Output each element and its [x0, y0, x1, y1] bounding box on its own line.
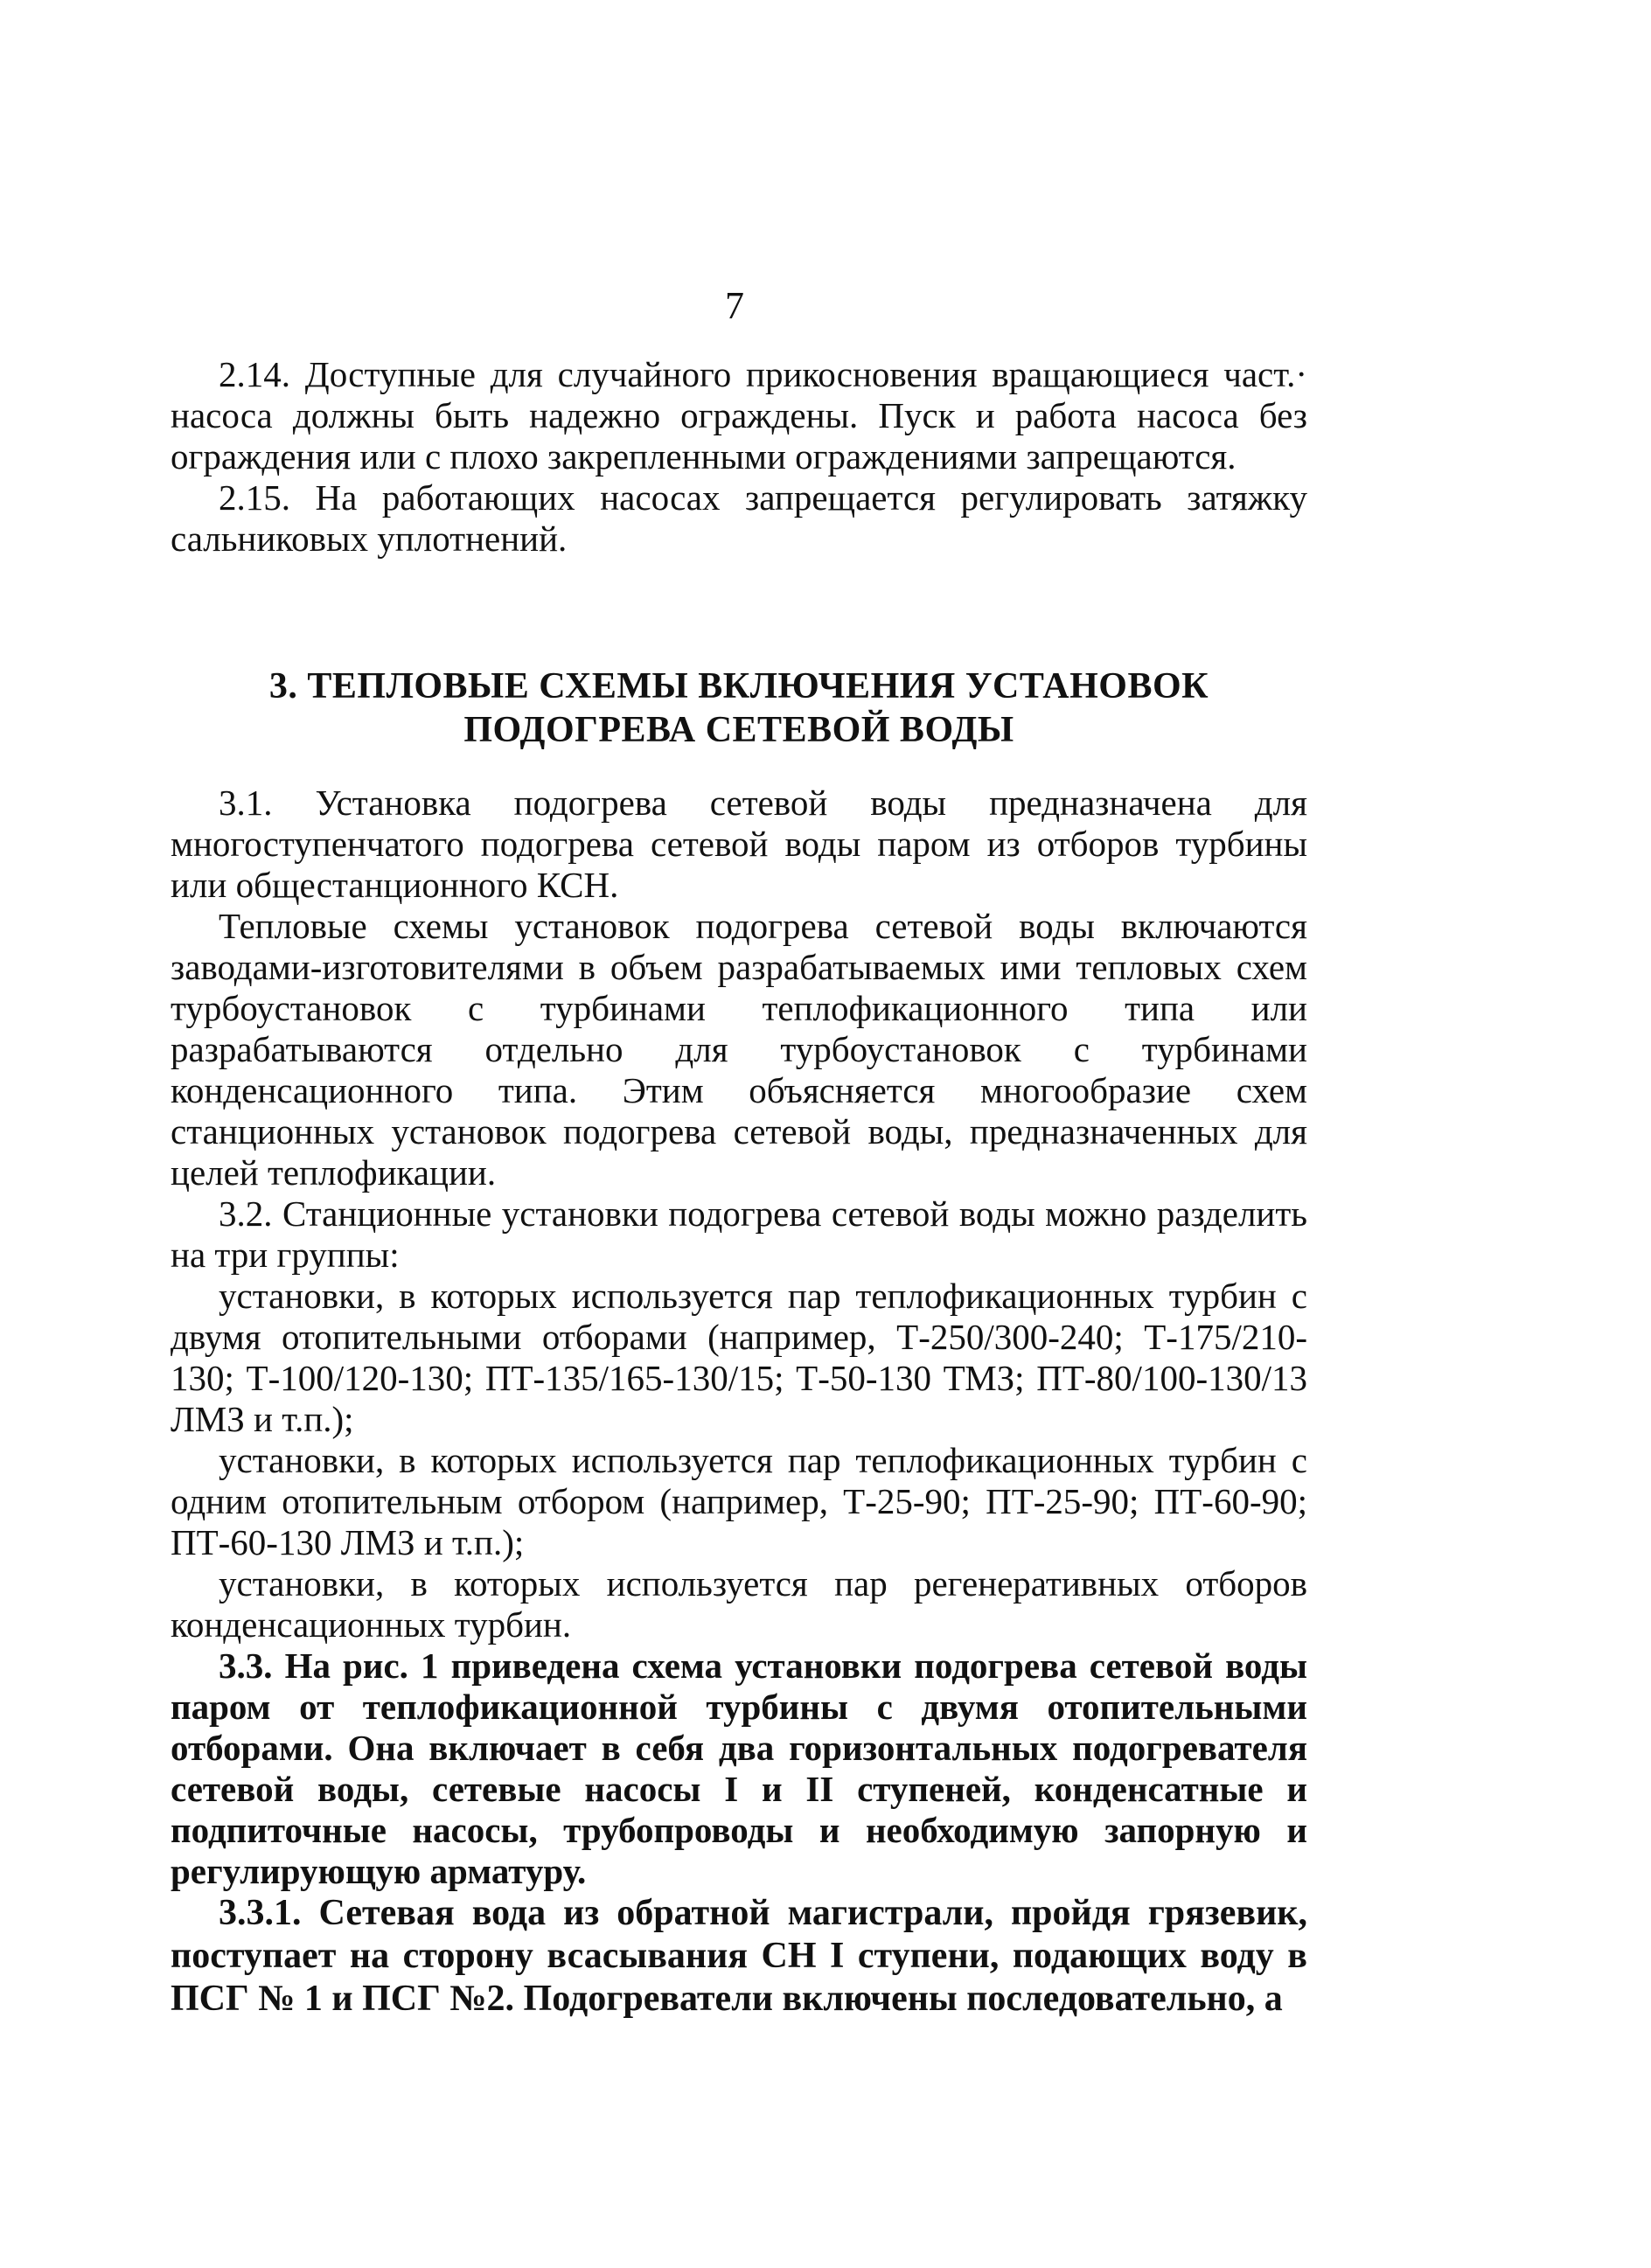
paragraph-3-2: 3.2. Станционные установки подогрева сетевой воды можно разделить на три группы:: [171, 1193, 1307, 1275]
page-number: 7: [725, 284, 744, 327]
list-item-two-extractions: установки, в которых используется пар теплофикационных турбин с двумя отопительными отборами (например, Т-250/300-240; Т-175/210-130; Т-100/120-130; ПТ-135/165-130/15; Т-50-130 ТМЗ; ПТ-80/100-130/13 ЛМЗ и т.п.);: [171, 1276, 1307, 1439]
section-2-body: [171, 354, 1307, 560]
list-item-one-extraction: установки, в которых используется пар теплофикационных турбин с одним отопительным отбором (например, Т-25-90; ПТ-25-90; ПТ-60-90; ПТ-60-130 ЛМЗ и т.п.);: [171, 1440, 1307, 1562]
section-3-heading-line-1: 3. ТЕПЛОВЫЕ СХЕМЫ ВКЛЮЧЕНИЯ УСТАНОВОК: [268, 666, 1209, 706]
section-3-heading-line-2: ПОДОГРЕВА СЕТЕВОЙ ВОДЫ: [463, 710, 1014, 750]
paragraph-3-3-1: 3.3.1. Сетевая вода из обратной магистрали, пройдя грязевик, поступает на сторону всасывания СН I ступени, подающих воду в ПСГ № 1 и ПСГ №2. Подогреватели включены последовательно, а: [171, 1893, 1307, 2019]
paragraph-thermal-schemes: Тепловые схемы установок подогрева сетевой воды включаются заводами-изготовителями в объем разрабатываемых ими тепловых схем турбоустановок с турбинами теплофикационного типа или разрабатываются отдельно для турбоустановок с турбинами конденсационного типа. Этим объясняется многообразие схем станционных установок подогрева сетевой воды, предназначенных для целей теплофикации.: [171, 906, 1307, 1193]
paragraph-3-1: 3.1. Установка подогрева сетевой воды предназначена для многоступенчатого подогрева сетевой воды паром из отборов турбины или общестанционного КСН.: [171, 783, 1307, 905]
section-3-body: [171, 783, 1307, 2021]
paragraph-2-15: 2.15. На работающих насосах запрещается регулировать затяжку сальниковых уплотнений.: [171, 477, 1307, 559]
paragraph-3-3: 3.3. На рис. 1 приведена схема установки подогрева сетевой воды паром от теплофикационной турбины с двумя отопительными отборами. Она включает в себя два горизонтальных подогревателя сетевой воды, сетевые насосы I и II ступеней, конденсатные и подпиточные насосы, трубопроводы и необходимую запорную и регулирующую арматуру.: [171, 1645, 1307, 1891]
list-item-regenerative: установки, в которых используется пар регенеративных отборов конденсационных турбин.: [171, 1563, 1307, 1645]
paragraph-2-14: 2.14. Доступные для случайного прикосновения вращающиеся част.· насоса должны быть надежно ограждены. Пуск и работа насоса без ограждения или с плохо закрепленными ограждениями запрещаются.: [171, 354, 1307, 477]
section-3-heading: [171, 664, 1307, 752]
